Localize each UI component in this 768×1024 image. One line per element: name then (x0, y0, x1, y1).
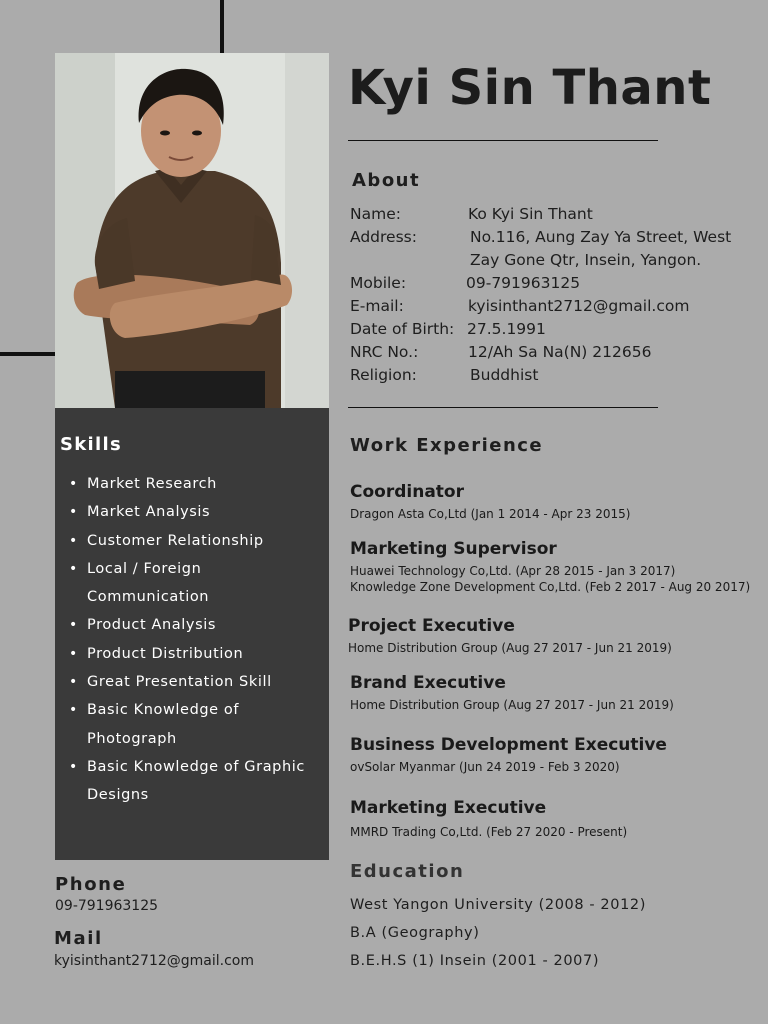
list-item: • Market Analysis (87, 498, 323, 526)
job-entry (350, 539, 750, 595)
list-item: • Great Presentation Skill (87, 668, 323, 696)
education-item: B.A (Geography) (350, 925, 480, 941)
about-row-dob (350, 318, 546, 341)
decor-line-left (0, 352, 55, 356)
about-value: No.116, Aung Zay Ya Street, West (470, 228, 732, 246)
about-value: Ko Kyi Sin Thant (468, 205, 593, 223)
job-detail: Home Distribution Group (Aug 27 2017 - Jun 21 2019) (350, 698, 674, 712)
about-key: Address: (350, 228, 417, 246)
skills-list (55, 470, 323, 810)
decor-line-top (220, 0, 224, 53)
job-detail: Dragon Asta Co,Ltd (Jan 1 2014 - Apr 23 2015) (350, 507, 631, 521)
job-entry (350, 482, 630, 522)
education-item: West Yangon University (2008 - 2012) (350, 897, 646, 913)
phone-heading: Phone (55, 874, 127, 895)
list-item: • Local / Foreign Communication (87, 555, 237, 612)
about-key: E-mail: (350, 297, 404, 315)
about-row-address (350, 226, 731, 272)
about-title: About (352, 170, 421, 191)
education-item: B.E.H.S (1) Insein (2001 - 2007) (350, 953, 600, 969)
job-detail: Knowledge Zone Development Co,Ltd. (Feb 2 2017 - Aug 20 2017) (350, 580, 751, 594)
list-item: • Product Distribution (87, 640, 323, 668)
education-title: Education (350, 861, 465, 882)
job-title: Coordinator (350, 482, 464, 502)
list-item: • Customer Relationship (87, 527, 323, 555)
about-row-nrc (350, 341, 651, 364)
job-entry (348, 616, 672, 656)
about-value: kyisinthant2712@gmail.com (468, 297, 690, 315)
job-entry (350, 798, 627, 840)
about-row-mobile (350, 272, 580, 295)
mail-heading: Mail (54, 928, 103, 949)
job-detail: Huawei Technology Co,Ltd. (Apr 28 2015 - Jan 3 2017) (350, 564, 676, 578)
list-item: • Basic Knowledge of Photograph (87, 696, 267, 753)
page-title: Kyi Sin Thant (348, 60, 712, 116)
about-row-email (350, 295, 689, 318)
profile-photo (55, 53, 329, 408)
about-key: NRC No.: (350, 343, 419, 361)
job-entry (350, 673, 674, 713)
about-value: 09-791963125 (466, 274, 581, 292)
divider (348, 407, 658, 408)
job-detail: Home Distribution Group (Aug 27 2017 - Jun 21 2019) (348, 641, 672, 655)
divider (348, 140, 658, 141)
work-title: Work Experience (350, 435, 544, 456)
list-item: • Basic Knowledge of Graphic Designs (87, 753, 323, 810)
mail-value: kyisinthant2712@gmail.com (54, 953, 255, 969)
list-item: • Market Research (87, 470, 323, 498)
list-item: • Product Analysis (87, 611, 323, 639)
about-value: Buddhist (470, 366, 539, 384)
job-detail: MMRD Trading Co,Ltd. (Feb 27 2020 - Present) (350, 825, 628, 839)
about-key: Date of Birth: (350, 320, 455, 338)
job-detail: ovSolar Myanmar (Jun 24 2019 - Feb 3 2020) (350, 760, 620, 774)
about-value: 27.5.1991 (467, 320, 546, 338)
about-key: Mobile: (350, 274, 407, 292)
job-title: Brand Executive (350, 673, 506, 693)
about-row-name (350, 203, 593, 226)
job-entry (350, 735, 667, 775)
phone-value: 09-791963125 (55, 898, 159, 914)
job-title: Marketing Executive (350, 798, 547, 818)
about-key: Name: (350, 205, 401, 223)
skills-panel (55, 408, 329, 860)
skills-title: Skills (60, 434, 122, 455)
about-key: Religion: (350, 366, 417, 384)
job-title: Marketing Supervisor (350, 539, 557, 559)
job-title: Business Development Executive (350, 735, 667, 755)
about-row-religion (350, 364, 538, 387)
about-value: Zay Gone Qtr, Insein, Yangon. (470, 251, 702, 269)
job-title: Project Executive (348, 616, 515, 636)
about-value: 12/Ah Sa Na(N) 212656 (468, 343, 652, 361)
